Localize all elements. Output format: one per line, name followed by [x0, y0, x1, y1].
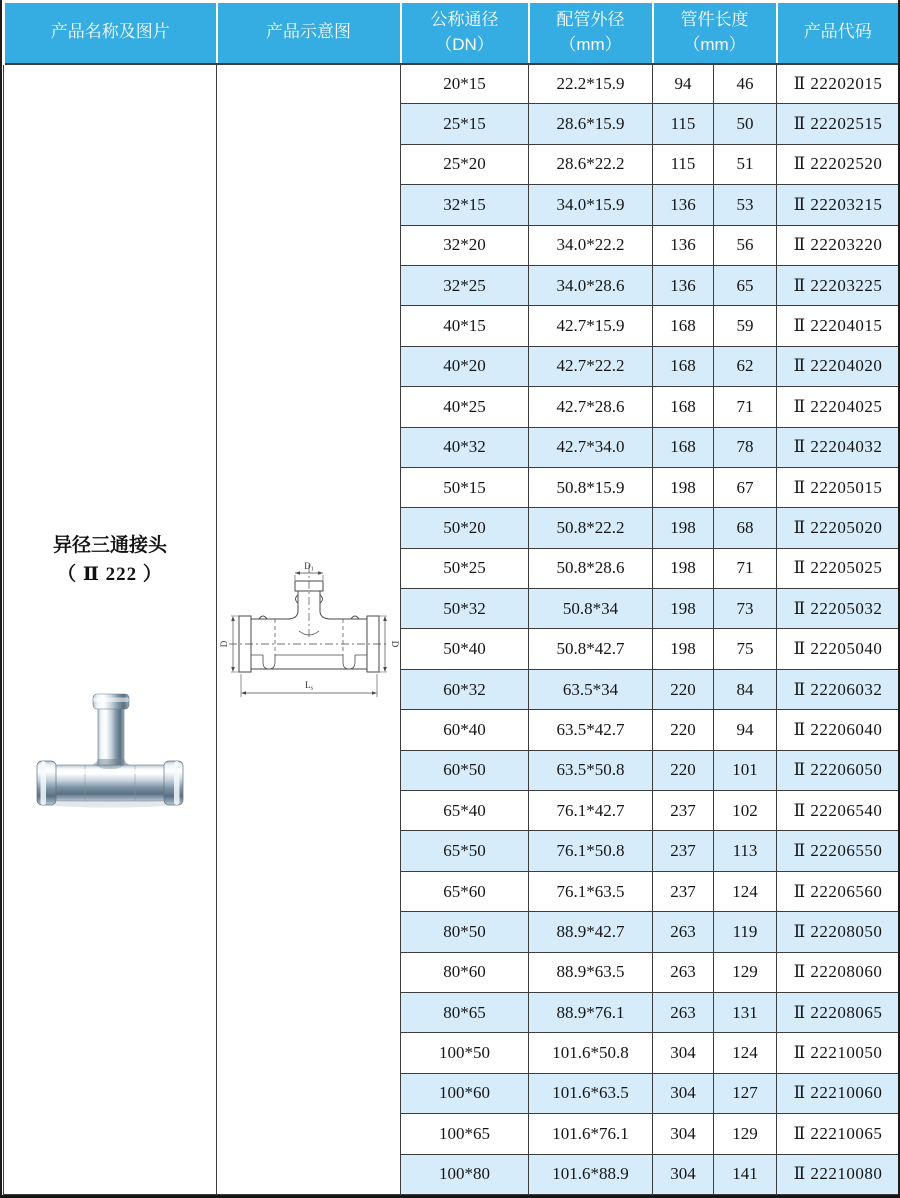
dn-cell: 65*40 — [401, 791, 529, 831]
code-cell: Ⅱ 22210050 — [777, 1033, 900, 1073]
length2-cell: 46 — [714, 64, 777, 104]
product-photo — [35, 673, 185, 813]
code-cell: Ⅱ 22210080 — [777, 1154, 900, 1194]
length1-cell: 220 — [653, 710, 714, 750]
dn-cell: 80*50 — [401, 912, 529, 952]
length2-cell: 84 — [714, 669, 777, 709]
length1-cell: 304 — [653, 1033, 714, 1073]
tee-fitting-photo-svg — [35, 673, 185, 808]
od-cell: 28.6*22.2 — [529, 144, 653, 184]
od-cell: 42.7*28.6 — [529, 387, 653, 427]
length1-cell: 237 — [653, 831, 714, 871]
length2-cell: 65 — [714, 265, 777, 305]
length1-cell: 168 — [653, 306, 714, 346]
code-cell: Ⅱ 22205032 — [777, 589, 900, 629]
length2-cell: 127 — [714, 1073, 777, 1113]
length1-cell: 304 — [653, 1073, 714, 1113]
dn-cell: 50*25 — [401, 548, 529, 588]
col-header-length-line2: （mm） — [683, 34, 746, 54]
length1-cell: 115 — [653, 104, 714, 144]
svg-text:D: D — [218, 640, 229, 647]
code-cell: Ⅱ 22206050 — [777, 750, 900, 790]
od-cell: 88.9*42.7 — [529, 912, 653, 952]
od-cell: 22.2*15.9 — [529, 64, 653, 104]
od-cell: 63.5*34 — [529, 669, 653, 709]
od-cell: 101.6*76.1 — [529, 1114, 653, 1154]
length1-cell: 115 — [653, 144, 714, 184]
col-header-od — [529, 2, 653, 64]
length1-cell: 136 — [653, 185, 714, 225]
code-cell: Ⅱ 22210060 — [777, 1073, 900, 1113]
length2-cell: 75 — [714, 629, 777, 669]
code-cell: Ⅱ 22204015 — [777, 306, 900, 346]
length2-cell: 101 — [714, 750, 777, 790]
dn-cell: 100*65 — [401, 1114, 529, 1154]
length2-cell: 67 — [714, 467, 777, 507]
od-cell: 50.8*34 — [529, 589, 653, 629]
svg-text:D1: D1 — [303, 560, 314, 572]
product-diagram — [219, 557, 399, 712]
length2-cell: 94 — [714, 710, 777, 750]
dn-cell: 25*15 — [401, 104, 529, 144]
dn-cell: 65*50 — [401, 831, 529, 871]
length2-cell: 71 — [714, 387, 777, 427]
od-cell: 34.0*22.2 — [529, 225, 653, 265]
code-cell: Ⅱ 22206040 — [777, 710, 900, 750]
dn-cell: 40*15 — [401, 306, 529, 346]
product-name-cell-inner — [4, 65, 216, 1195]
length1-cell: 220 — [653, 750, 714, 790]
code-cell: Ⅱ 22205040 — [777, 629, 900, 669]
od-cell: 88.9*63.5 — [529, 952, 653, 992]
length1-cell: 168 — [653, 346, 714, 386]
product-name: 异径三通接头 — [52, 534, 167, 556]
length2-cell: 131 — [714, 992, 777, 1032]
table-row — [4, 64, 900, 104]
od-cell: 76.1*63.5 — [529, 871, 653, 911]
col-header-dn — [401, 2, 529, 64]
dn-cell: 40*20 — [401, 346, 529, 386]
product-spec-table — [2, 0, 900, 1195]
tee-fitting-schematic-svg — [219, 557, 399, 707]
code-cell: Ⅱ 22206032 — [777, 669, 900, 709]
od-cell: 28.6*15.9 — [529, 104, 653, 144]
od-cell: 76.1*50.8 — [529, 831, 653, 871]
length1-cell: 136 — [653, 225, 714, 265]
dn-cell: 60*50 — [401, 750, 529, 790]
code-cell: Ⅱ 22203225 — [777, 265, 900, 305]
length2-cell: 124 — [714, 871, 777, 911]
code-cell: Ⅱ 22203220 — [777, 225, 900, 265]
svg-text:Ls: Ls — [304, 679, 313, 691]
dn-cell: 32*25 — [401, 265, 529, 305]
length2-cell: 71 — [714, 548, 777, 588]
od-cell: 76.1*42.7 — [529, 791, 653, 831]
col-header-dn-line1: 公称通径 — [430, 10, 499, 30]
length1-cell: 263 — [653, 992, 714, 1032]
col-header-code: 产品代码 — [777, 2, 900, 64]
length2-cell: 129 — [714, 1114, 777, 1154]
od-cell: 101.6*50.8 — [529, 1033, 653, 1073]
length2-cell: 68 — [714, 508, 777, 548]
code-cell: Ⅱ 22210065 — [777, 1114, 900, 1154]
code-cell: Ⅱ 22208065 — [777, 992, 900, 1032]
col-header-dn-line2: （DN） — [435, 34, 494, 54]
od-cell: 50.8*22.2 — [529, 508, 653, 548]
length1-cell: 198 — [653, 508, 714, 548]
od-cell: 63.5*42.7 — [529, 710, 653, 750]
length1-cell: 136 — [653, 265, 714, 305]
od-cell: 88.9*76.1 — [529, 992, 653, 1032]
od-cell: 34.0*28.6 — [529, 265, 653, 305]
dn-cell: 25*20 — [401, 144, 529, 184]
code-cell: Ⅱ 22208050 — [777, 912, 900, 952]
code-cell: Ⅱ 22204032 — [777, 427, 900, 467]
dn-cell: 50*20 — [401, 508, 529, 548]
code-cell: Ⅱ 22202515 — [777, 104, 900, 144]
length1-cell: 304 — [653, 1154, 714, 1194]
col-header-length-line1: 管件长度 — [680, 10, 749, 30]
od-cell: 50.8*42.7 — [529, 629, 653, 669]
length1-cell: 198 — [653, 467, 714, 507]
length1-cell: 198 — [653, 629, 714, 669]
product-name-cell — [4, 64, 217, 1195]
dn-cell: 20*15 — [401, 64, 529, 104]
length1-cell: 198 — [653, 589, 714, 629]
length1-cell: 237 — [653, 791, 714, 831]
code-cell: Ⅱ 22204020 — [777, 346, 900, 386]
code-cell: Ⅱ 22204025 — [777, 387, 900, 427]
length2-cell: 59 — [714, 306, 777, 346]
od-cell: 42.7*34.0 — [529, 427, 653, 467]
col-header-length — [653, 2, 777, 64]
dn-cell: 100*60 — [401, 1073, 529, 1113]
dn-cell: 50*40 — [401, 629, 529, 669]
code-cell: Ⅱ 22206540 — [777, 791, 900, 831]
dn-cell: 40*25 — [401, 387, 529, 427]
dn-cell: 50*15 — [401, 467, 529, 507]
code-cell: Ⅱ 22203215 — [777, 185, 900, 225]
col-header-od-line1: 配管外径 — [556, 10, 625, 30]
length1-cell: 237 — [653, 871, 714, 911]
dn-cell: 40*32 — [401, 427, 529, 467]
product-diagram-cell-inner — [217, 65, 400, 1195]
od-cell: 50.8*28.6 — [529, 548, 653, 588]
length1-cell: 263 — [653, 952, 714, 992]
od-cell: 101.6*63.5 — [529, 1073, 653, 1113]
length2-cell: 102 — [714, 791, 777, 831]
header-row — [4, 2, 900, 64]
length2-cell: 56 — [714, 225, 777, 265]
code-cell: Ⅱ 22205020 — [777, 508, 900, 548]
length1-cell: 198 — [653, 548, 714, 588]
col-header-product-name: 产品名称及图片 — [4, 2, 217, 64]
length2-cell: 53 — [714, 185, 777, 225]
dn-cell: 65*60 — [401, 871, 529, 911]
length2-cell: 62 — [714, 346, 777, 386]
length2-cell: 129 — [714, 952, 777, 992]
length2-cell: 73 — [714, 589, 777, 629]
col-header-diagram: 产品示意图 — [217, 2, 401, 64]
product-series-code: （ Ⅱ 222 ） — [57, 563, 163, 585]
code-cell: Ⅱ 22208060 — [777, 952, 900, 992]
code-cell: Ⅱ 22202015 — [777, 64, 900, 104]
length2-cell: 124 — [714, 1033, 777, 1073]
code-cell: Ⅱ 22206550 — [777, 831, 900, 871]
length2-cell: 78 — [714, 427, 777, 467]
dn-cell: 80*60 — [401, 952, 529, 992]
od-cell: 42.7*15.9 — [529, 306, 653, 346]
length1-cell: 304 — [653, 1114, 714, 1154]
dn-cell: 60*32 — [401, 669, 529, 709]
od-cell: 34.0*15.9 — [529, 185, 653, 225]
dn-cell: 60*40 — [401, 710, 529, 750]
length1-cell: 168 — [653, 427, 714, 467]
dn-cell: 100*50 — [401, 1033, 529, 1073]
od-cell: 63.5*50.8 — [529, 750, 653, 790]
col-header-od-line2: （mm） — [559, 34, 622, 54]
length2-cell: 113 — [714, 831, 777, 871]
product-title — [4, 531, 216, 589]
svg-text:D: D — [389, 640, 399, 647]
dn-cell: 80*65 — [401, 992, 529, 1032]
od-cell: 42.7*22.2 — [529, 346, 653, 386]
dn-cell: 100*80 — [401, 1154, 529, 1194]
length2-cell: 119 — [714, 912, 777, 952]
dn-cell: 50*32 — [401, 589, 529, 629]
code-cell: Ⅱ 22205025 — [777, 548, 900, 588]
product-diagram-cell — [217, 64, 401, 1195]
code-cell: Ⅱ 22202520 — [777, 144, 900, 184]
code-cell: Ⅱ 22205015 — [777, 467, 900, 507]
length1-cell: 168 — [653, 387, 714, 427]
length2-cell: 50 — [714, 104, 777, 144]
dn-cell: 32*15 — [401, 185, 529, 225]
od-cell: 101.6*88.9 — [529, 1154, 653, 1194]
length2-cell: 51 — [714, 144, 777, 184]
length1-cell: 220 — [653, 669, 714, 709]
length1-cell: 94 — [653, 64, 714, 104]
length1-cell: 263 — [653, 912, 714, 952]
length2-cell: 141 — [714, 1154, 777, 1194]
code-cell: Ⅱ 22206560 — [777, 871, 900, 911]
dn-cell: 32*20 — [401, 225, 529, 265]
od-cell: 50.8*15.9 — [529, 467, 653, 507]
